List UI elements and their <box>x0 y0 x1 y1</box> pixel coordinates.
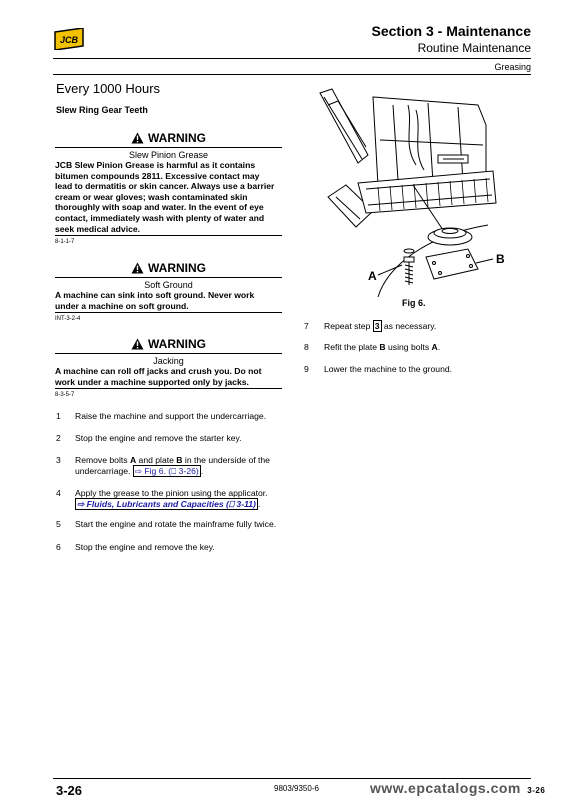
step-text: Raise the machine and support the undercarriage. <box>75 411 267 421</box>
step-text: Remove bolts A and plate B in the underside of the undercarriage. ⇨ Fig 6. (⎕ 3-26) . <box>75 455 270 476</box>
footer-doc-code: 9803/9350-6 <box>274 784 319 793</box>
warning-subtitle: Slew Pinion Grease <box>128 150 209 160</box>
warning-subtitle: Soft Ground <box>144 280 193 290</box>
step-number: 3 <box>56 455 61 465</box>
warning-title: WARNING <box>148 131 206 145</box>
warning-line: seek medical advice. <box>55 223 141 234</box>
step-text: Apply the grease to the pinion using the applicator. ⇨ Fluids, Lubricants and Capacities (⎕ 3-11) . <box>75 488 268 509</box>
warning-triangle-icon <box>131 338 144 350</box>
warning-box-soft-ground <box>55 259 282 322</box>
step-text: Stop the engine and remove the starter key. <box>75 433 242 443</box>
warning-triangle-icon <box>131 262 144 274</box>
figure-caption: Fig 6. <box>402 298 426 308</box>
warning-line: work under a machine supported only by jacks. <box>55 376 249 387</box>
warning-line: A machine can roll off jacks and crush you. Do not <box>55 366 262 376</box>
logo-text: JCB <box>59 35 79 45</box>
step-number: 4 <box>56 488 61 498</box>
warning-text <box>55 290 282 311</box>
warning-line: A machine can sink into soft ground. Never work <box>55 290 255 300</box>
fluids-lubricants-link[interactable]: ⇨ Fluids, Lubricants and Capacities (⎕ 3-11) <box>77 499 256 509</box>
warning-line: JCB Slew Pinion Grease is harmful as it contains <box>55 160 256 170</box>
topic-label: Greasing <box>494 62 531 72</box>
warning-ref: 8-1-1-7 <box>55 239 75 246</box>
step-text: Lower the machine to the ground. <box>324 364 453 374</box>
warning-line: bitumen compounds 2811. Excessive contact may <box>55 170 260 181</box>
warning-title: WARNING <box>148 337 206 351</box>
step-text: Repeat step 3 as necessary. <box>324 321 437 331</box>
section-subtitle: Routine Maintenance <box>417 41 531 55</box>
warning-ref: 8-3-5-7 <box>55 392 75 399</box>
fig-6-link[interactable]: ⇨ Fig 6. (⎕ 3-26) <box>134 466 199 476</box>
warning-subtitle: Jacking <box>153 356 184 366</box>
step-text: Start the engine and rotate the mainframe fully twice. <box>75 519 277 529</box>
step-number: 7 <box>304 321 309 331</box>
warning-ref: INT-3-2-4 <box>55 316 81 323</box>
topic-rule <box>53 74 531 75</box>
step-number: 5 <box>56 519 61 529</box>
header-rule <box>53 58 531 59</box>
step-number: 2 <box>56 433 61 443</box>
step-3-ref[interactable]: 3 <box>374 321 380 331</box>
warning-box-grease <box>55 129 282 245</box>
label-a: A <box>368 269 377 283</box>
warning-text <box>55 160 282 234</box>
warning-line: cream or wear gloves; wash contaminated skin <box>55 191 248 202</box>
footer-page-right: 3-26 <box>527 786 546 795</box>
warning-line: contact, immediately wash with plenty of water and <box>55 212 265 223</box>
warning-line: under a machine on soft ground. <box>55 300 189 311</box>
step-number: 1 <box>56 411 61 421</box>
jcb-logo <box>53 28 85 50</box>
watermark-text: www.epcatalogs.com 3-26 <box>370 780 546 796</box>
warning-line: thoroughly with soap and water. In the event of eye <box>55 202 264 213</box>
page-subheading: Slew Ring Gear Teeth <box>56 105 148 115</box>
warning-line: lead to dermatitis or skin cancer. Always use a barrier <box>55 181 275 192</box>
step-text: Refit the plate B using bolts A. <box>324 342 441 352</box>
warning-triangle-icon <box>131 132 144 144</box>
step-number: 6 <box>56 542 61 552</box>
step-number: 9 <box>304 364 309 374</box>
label-b: B <box>496 252 505 266</box>
footer-rule <box>53 778 531 779</box>
step-text: Stop the engine and remove the key. <box>75 542 215 552</box>
page-heading: Every 1000 Hours <box>56 81 161 96</box>
warning-box-jacking <box>55 335 282 398</box>
section-title: Section 3 - Maintenance <box>371 23 531 39</box>
fig-6-illustration <box>318 85 530 297</box>
footer-page-number: 3-26 <box>56 783 83 798</box>
warning-text <box>55 366 282 387</box>
warning-title: WARNING <box>148 261 206 275</box>
step-number: 8 <box>304 342 309 352</box>
